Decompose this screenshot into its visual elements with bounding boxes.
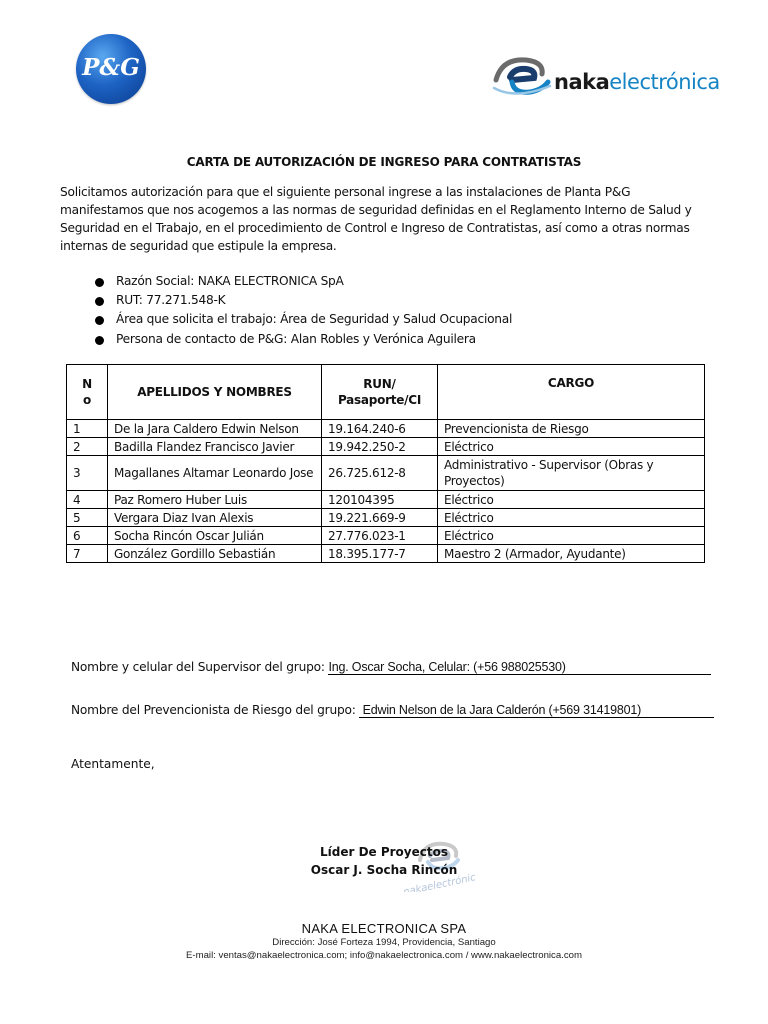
table-row xyxy=(67,491,705,509)
bullet-icon xyxy=(95,336,104,345)
row-run: 120104395 xyxy=(322,491,438,509)
intro-paragraph: Solicitamos autorización para que el siguiente personal ingrese a las instalaciones de Planta P&G manifestamos que nos acogemos a las normas de seguridad definidas en el Reglamento Interno de Salud y Seguridad en el Trabajo, en el procedimiento de Control e Ingreso de Contratistas, así como a otras normas internas de seguridad que estipule la empresa. xyxy=(60,185,692,253)
supervisor-line xyxy=(71,660,711,675)
row-cargo: Eléctrico xyxy=(438,438,705,456)
row-name: Socha Rincón Oscar Julián xyxy=(108,527,322,545)
row-number: 3 xyxy=(67,456,108,491)
table-header-row xyxy=(67,365,705,420)
row-run: 27.776.023-1 xyxy=(322,527,438,545)
row-name: De la Jara Caldero Edwin Nelson xyxy=(108,420,322,438)
naka-wordmark-part2: electrónica xyxy=(609,70,720,94)
table-row xyxy=(67,420,705,438)
pg-logo xyxy=(76,34,146,104)
bullet-icon xyxy=(95,278,104,287)
signer-name: Oscar J. Socha Rincón xyxy=(310,863,458,877)
prevencionista-value: Edwin Nelson de la Jara Calderón (+569 31419801) xyxy=(359,703,714,718)
list-item xyxy=(92,291,512,310)
list-item-text: Razón Social: NAKA ELECTRONICA SpA xyxy=(116,274,344,288)
column-header-run: RUN/ Pasaporte/CI xyxy=(322,365,438,420)
row-name: Vergara Diaz Ivan Alexis xyxy=(108,509,322,527)
list-item xyxy=(92,310,512,329)
row-run: 26.725.612-8 xyxy=(322,456,438,491)
footer-address: Dirección: José Forteza 1994, Providencia, Santiago xyxy=(272,937,496,948)
closing-text: Atentamente, xyxy=(71,757,155,771)
list-item xyxy=(92,330,512,349)
stamp-text: nakaelectrónica xyxy=(402,870,476,892)
row-number: 4 xyxy=(67,491,108,509)
row-name: Badilla Flandez Francisco Javier xyxy=(108,438,322,456)
row-number: 6 xyxy=(67,527,108,545)
list-item-text: Área que solicita el trabajo: Área de Seguridad y Salud Ocupacional xyxy=(116,312,513,327)
row-number: 2 xyxy=(67,438,108,456)
row-run: 18.395.177-7 xyxy=(322,545,438,563)
table-row xyxy=(67,545,705,563)
list-item xyxy=(92,272,512,291)
footer-contact: E-mail: ventas@nakaelectronica.com; info@nakaelectronica.com / www.nakaelectronica.com xyxy=(186,950,582,961)
row-number: 1 xyxy=(67,420,108,438)
column-header-names: APELLIDOS Y NOMBRES xyxy=(108,365,322,420)
bullet-icon xyxy=(95,316,104,325)
naka-wordmark xyxy=(554,70,720,94)
row-run: 19.221.669-9 xyxy=(322,509,438,527)
prevencionista-label: Nombre del Prevencionista de Riesgo del grupo: xyxy=(71,703,360,717)
list-item-text: RUT: 77.271.548-K xyxy=(116,293,226,308)
naka-logo xyxy=(492,50,720,102)
column-header-cargo: CARGO xyxy=(438,365,705,420)
table-row xyxy=(67,456,705,491)
list-item-text: Persona de contacto de P&G: Alan Robles y Verónica Aguilera xyxy=(116,331,476,346)
naka-swoosh-icon xyxy=(492,50,554,102)
bullet-icon xyxy=(95,297,104,306)
column-header-number: N o xyxy=(67,365,108,420)
row-name: González Gordillo Sebastián xyxy=(108,545,322,563)
row-run: 19.942.250-2 xyxy=(322,438,438,456)
table-row xyxy=(67,438,705,456)
row-name: Paz Romero Huber Luis xyxy=(108,491,322,509)
company-info-list xyxy=(92,272,512,349)
table-row xyxy=(67,509,705,527)
row-cargo: Eléctrico xyxy=(438,527,705,545)
pg-logo-text: P&G xyxy=(82,54,140,81)
document-title: CARTA DE AUTORIZACIÓN DE INGRESO PARA CONTRATISTAS xyxy=(186,155,582,169)
row-cargo: Administrativo - Supervisor (Obras y Proyectos) xyxy=(438,456,705,491)
row-number: 7 xyxy=(67,545,108,563)
supervisor-label: Nombre y celular del Supervisor del grupo: xyxy=(71,660,329,674)
row-name: Magallanes Altamar Leonardo Jose xyxy=(108,456,322,491)
footer-company-name: NAKA ELECTRONICA SPA xyxy=(301,921,467,936)
row-cargo: Maestro 2 (Armador, Ayudante) xyxy=(438,545,705,563)
row-cargo: Prevencionista de Riesgo xyxy=(438,420,705,438)
naka-wordmark-part1: naka xyxy=(554,70,610,94)
row-cargo: Eléctrico xyxy=(438,491,705,509)
supervisor-value: Ing. Oscar Socha, Celular: (+56 988025530) xyxy=(328,660,711,675)
row-number: 5 xyxy=(67,509,108,527)
prevencionista-line xyxy=(71,703,714,718)
row-run: 19.164.240-6 xyxy=(322,420,438,438)
signer-role: Líder De Proyectos xyxy=(319,845,448,859)
row-cargo: Eléctrico xyxy=(438,509,705,527)
table-row xyxy=(67,527,705,545)
personnel-table xyxy=(66,364,705,563)
